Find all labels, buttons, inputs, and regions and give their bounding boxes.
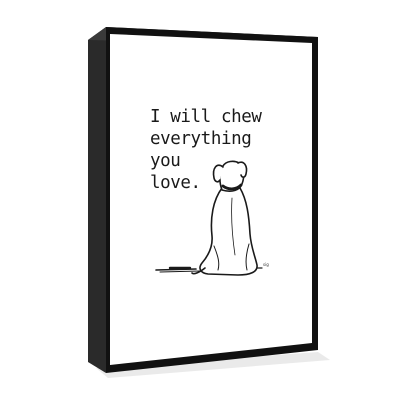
frame-side (88, 27, 106, 373)
quote-text (150, 106, 330, 194)
artist-signature: sig (263, 262, 269, 267)
quote-line-1: I will chew (150, 107, 262, 127)
quote-line-2: everything (150, 129, 252, 149)
canvas-print (110, 34, 312, 365)
quote-line-3: you (150, 151, 181, 171)
quote-line-4: love. (150, 173, 201, 193)
